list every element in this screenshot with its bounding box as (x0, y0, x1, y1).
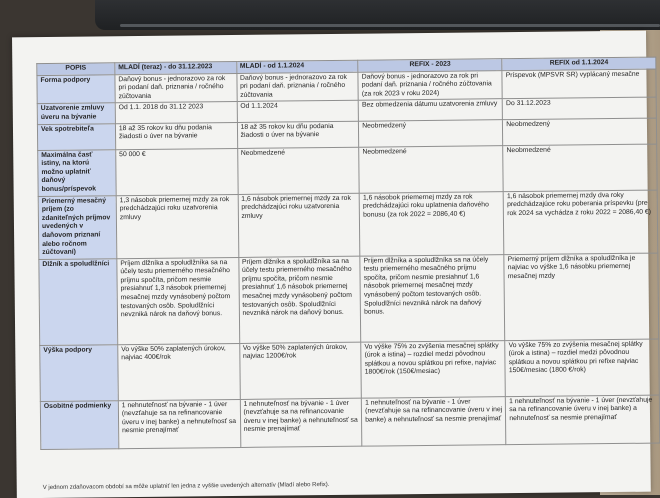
table-row (39, 253, 659, 345)
table-cell: 1,6 násobok priemernej mzdy za rok predchádzajúci roku uzatvorenia zmluvy (238, 193, 360, 257)
table-cell: Bez obmedzenia dátumu uzatvorenia zmluvy (358, 99, 502, 121)
comparison-table (36, 57, 660, 450)
footnote: V jednom zdaňovacom období sa môže uplatniť len jedna z vyššie uvedených alternatív (Mladí alebo Refix). (42, 482, 330, 492)
row-label: Dlžník a spoludlžníci (39, 258, 118, 345)
table-cell: Od 1.1. 2018 do 31.12 2023 (115, 102, 237, 123)
table-row (40, 339, 660, 401)
table-cell: Daňový bonus - jednorazovo za rok pri podaní daň. priznania / ročného zúčtovania (za rok 2023 v roku 2024) (358, 70, 502, 100)
table-cell: Príspevok (MPSVR SR) vyplácaný mesačne (502, 69, 656, 99)
row-label: Výška podpory (40, 344, 118, 401)
table-row (40, 395, 659, 449)
table-cell: Priemerný príjem dlžníka a spoludlžníka je najviac vo výške 1,6 násobku priemernej mesačnej mzdy (504, 253, 659, 341)
table-cell: Neobmedzené (503, 144, 657, 192)
table-cell: Vo výške 75% zo zvýšenia mesačnej splátky (úrok a istina) – rozdiel medzi pôvodnou splátkou a novou splátkou pri refixe, najviac 1800€/rok (150€/mesiac) (361, 340, 506, 398)
header-refix-2024: REFIX od 1.1.2024 (502, 57, 656, 70)
table-cell: Neobmedzené (237, 147, 359, 194)
table-row (38, 190, 658, 260)
table-cell: 18 až 35 rokov ku dňu podania žiadosti o úver na bývanie (115, 122, 237, 149)
row-label: Uzatvorenie zmluvy úveru na bývanie (37, 103, 115, 124)
table-cell: Daňový bonus - jednorazovo za rok pri podaní daň. priznania / ročného zúčtovania (115, 73, 237, 103)
table-cell: Vo výške 50% zaplatených úrokov, najviac 400€/rok (118, 343, 240, 400)
row-label: Osobitné podmienky (40, 400, 118, 449)
table-cell: 1 nehnuteľnosť na bývanie - 1 úver (nevzťahuje sa na refinancovanie úveru v inej banke) a nehnuteľnosť sa nesmie prenajímať (362, 396, 507, 446)
row-label: Maximálna časť istiny, na ktorú možno uplatniť daňový bonus/príspevok (38, 149, 116, 196)
table-cell: 50 000 € (116, 148, 238, 195)
table-cell: 18 až 35 rokov ku dňu podania žiadosti o úver na bývanie (237, 121, 359, 148)
table-cell: 1,3 násobok priemernej mzdy za rok predchádzajúci roku uzatvorenia zmluvy (116, 194, 238, 258)
table-cell: 1 nehnuteľnosť na bývanie - 1 úver (nevzťahuje sa na refinancovanie úveru v inej banke) a nehnuteľnosť sa nesmie prenajímať (118, 399, 240, 448)
table-cell: Príjem dlžníka a spoludlžníka sa na účely testu priemerného mesačného príjmu spočíta, pričom nesmie presiahnuť 1,3 násobok priemernej mesačnej mzdy vynásobený počtom testovaných osôb. Spoludlžníci nevzniká nárok na daňový bonus. (117, 257, 240, 344)
header-refix-2023: REFIX - 2023 (358, 59, 502, 72)
table-cell: 1 nehnuteľnosť na bývanie - 1 úver (nevzťahuje sa na refinancovanie úveru v inej banke) a nehnuteľnosť sa nesmie prenajímať (240, 398, 362, 447)
table-cell: Neobmedzený (359, 119, 503, 147)
table-cell: 1,6 násobok priemernej mzdy dva roky predchádzajúce roku poberania príspevku (pre rok 2024 sa vychádza z roku 2022 = 2086,40 €) (503, 190, 657, 255)
table-cell: 1 nehnuteľnosť na bývanie - 1 úver (nevzťahuje sa na refinancovanie úveru v inej banke) a nehnuteľnosť sa nesmie prenajímať (506, 395, 660, 445)
table-cell: Do 31.12.2023 (502, 97, 656, 119)
table-cell: Od 1.1.2024 (237, 101, 359, 122)
header-mladi-teraz: MLADÍ (teraz) - do 31.12.2023 (115, 61, 237, 74)
header-mladi-2024: MLADÍ - od 1.1.2024 (236, 60, 358, 73)
table-cell: Vo výške 50% zaplatených úrokov, najviac 1200€/rok (239, 342, 361, 399)
laptop-hinge (120, 24, 660, 27)
table-cell: Príjem dlžníka a spoludlžníka sa na účely testu priemerného mesačného príjmu spočíta, pričom nesmie presiahnuť 1,6 násobok priemernej mesačnej mzdy vynásobený počtom testovaných osôb. Spoludlžníci nevzniká nárok na daňový bonus. (360, 254, 505, 342)
row-label: Priemerný mesačný príjem (zo zdaniteľných príjmov uvedených v daňovom priznaní alebo ročnom zúčtovaní) (38, 195, 117, 259)
table-cell: Vo výške 75% zo zvýšenia mesačnej splátky (úrok a istina) – rozdiel medzi pôvodnou splátkou a novou splátkou pri refixe najviac 150€/mesiac (1800 €/rok) (505, 339, 659, 397)
row-label: Vek spotrebiteľa (37, 123, 115, 150)
table-cell: Príjem dlžníka a spoludlžníka sa na účely testu priemerného mesačného príjmu spočíta, pričom nesmie presiahnuť 1,6 násobok priemernej mesačnej mzdy vynásobený počtom testovaných osôb. Spoludlžníci nevzniká nárok na daňový bonus. (238, 256, 361, 343)
table-cell: 1,6 násobok priemernej mzdy za rok predchádzajúci roku uplatnenia daňového bonusu (za rok 2022 = 2086,40 €) (359, 191, 504, 256)
header-popis: POPIS (37, 63, 115, 75)
table-cell: Neobmedzené (359, 145, 504, 192)
row-label: Forma podpory (37, 74, 115, 104)
printed-sheet (12, 31, 651, 498)
table-cell: Neobmedzený (503, 118, 657, 146)
table-row (38, 144, 657, 196)
table-cell: Daňový bonus - jednorazovo za rok pri podaní daň. priznania / ročného zúčtovania (236, 72, 358, 102)
